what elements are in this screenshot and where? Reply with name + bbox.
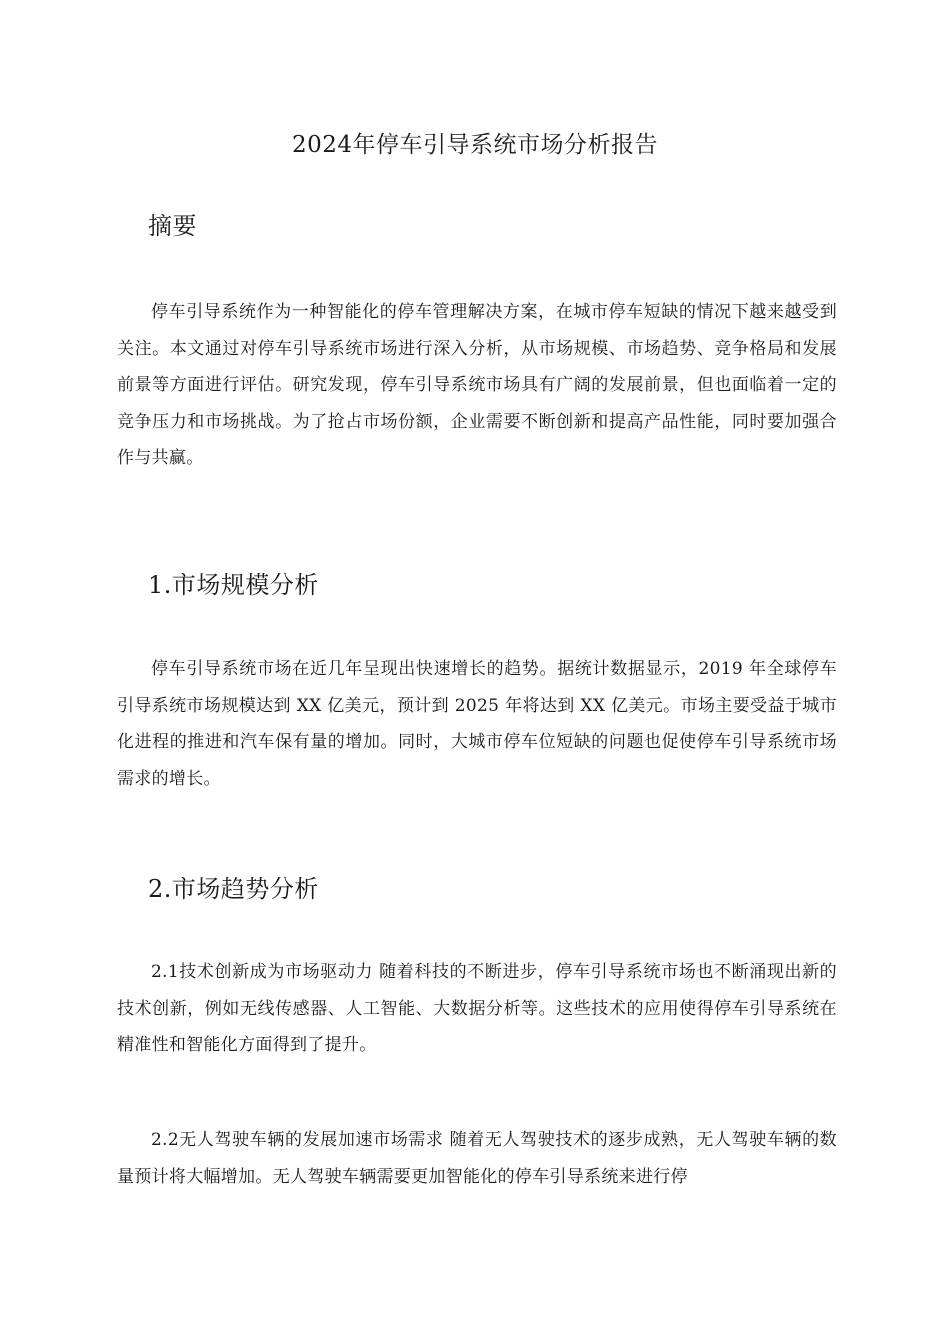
market-size-paragraph: 停车引导系统市场在近几年呈现出快速增长的趋势。据统计数据显示，2019 年全球停车引导系统市场规模达到 XX 亿美元，预计到 2025 年将达到 XX 亿美元。市场主要受益于城市化进程的推进和汽车保有量的增加。同时，大城市停车位短缺的问题也促使停车引导系统市场需求的增长。 [117, 659, 837, 789]
section-heading-market-size: 1.市场规模分析 [148, 571, 319, 599]
section-heading-market-trend: 2.市场趋势分析 [148, 875, 319, 903]
document-title: 2024年停车引导系统市场分析报告 [291, 132, 659, 158]
trend-paragraph-2-1: 2.1技术创新成为市场驱动力 随着科技的不断进步，停车引导系统市场也不断涌现出新的技术创新，例如无线传感器、人工智能、大数据分析等。这些技术的应用使得停车引导系统在精准性和智能化方面得到了提升。 [117, 962, 837, 1055]
trend-paragraph-2-2: 2.2无人驾驶车辆的发展加速市场需求 随着无人驾驶技术的逐步成熟，无人驾驶车辆的数量预计将大幅增加。无人驾驶车辆需要更加智能化的停车引导系统来进行停 [117, 1130, 837, 1187]
abstract-paragraph: 停车引导系统作为一种智能化的停车管理解决方案，在城市停车短缺的情况下越来越受到关注。本文通过对停车引导系统市场进行深入分析，从市场规模、市场趋势、竞争格局和发展前景等方面进行评估。研究发现，停车引导系统市场具有广阔的发展前景，但也面临着一定的竞争压力和市场挑战。为了抢占市场份额，企业需要不断创新和提高产品性能，同时要加强合作与共赢。 [117, 302, 837, 468]
section-heading-abstract: 摘要 [148, 212, 197, 240]
